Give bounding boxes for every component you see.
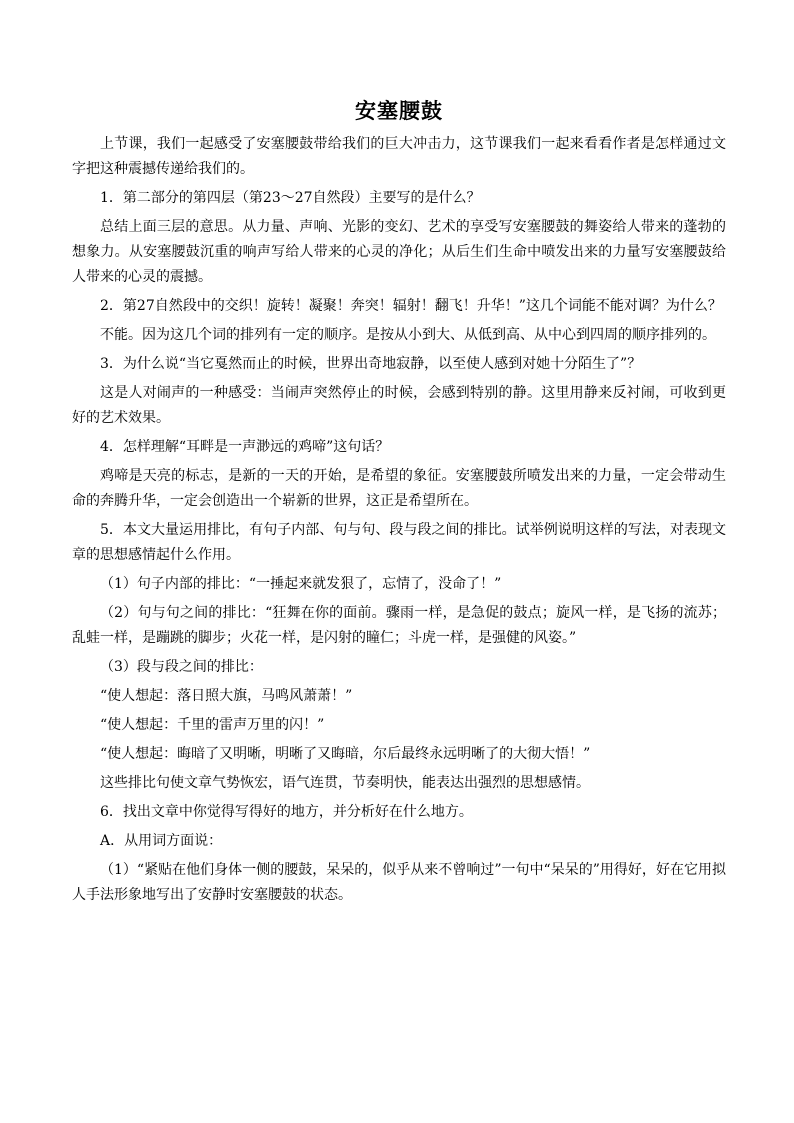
paragraph: 不能。因为这几个词的排列有一定的顺序。是按从小到大、从低到高、从中心到四周的顺序排列的。 [100,327,716,343]
paragraph: A．从用词方面说： [100,833,223,849]
document-title: 安塞腰鼓 [355,98,443,123]
paragraph: “使人想起：晦暗了又明晰，明晰了又晦暗，尔后最终永远明晰了的大彻大悟！” [100,746,591,762]
paragraph: 2．第27自然段中的交织！旋转！凝聚！奔突！辐射！翻飞！升华！”这几个词能不能对调？为什么？ [100,298,722,314]
paragraph: 6．找出文章中你觉得写得好的地方，并分析好在什么地方。 [100,804,473,820]
paragraph: （1）“紧贴在他们身体一侧的腰鼓，呆呆的，似乎从来不曾响过”一句中“呆呆的”用得好，好在它用拟人手法形象地写出了安静时安塞腰鼓的状态。 [72,862,726,903]
document-page [72,98,726,912]
paragraph: 3．为什么说“当它戛然而止的时候，世界出奇地寂静，以至使人感到对她十分陌生了”？ [100,356,642,372]
paragraph: （3）段与段之间的排比： [100,659,263,675]
paragraph: 4．怎样理解“耳畔是一声渺远的鸡啼”这句话？ [100,439,390,455]
paragraph: 上节课，我们一起感受了安塞腰鼓带给我们的巨大冲击力，这节课我们一起来看看作者是怎样通过文字把这种震撼传递给我们的。 [72,136,726,177]
paragraph: 这些排比句使文章气势恢宏，语气连贯，节奏明快，能表达出强烈的思想感情。 [100,775,590,791]
paragraph: 总结上面三层的意思。从力量、声响、光影的变幻、艺术的享受写安塞腰鼓的舞姿给人带来的蓬勃的想象力。从安塞腰鼓沉重的响声写给人带来的心灵的净化；从后生们生命中喷发出来的力量写安塞腰鼓给人带来的心灵的震撼。 [72,219,726,285]
paragraph: 5．本文大量运用排比，有句子内部、句与句、段与段之间的排比。试举例说明这样的写法，对表现文章的思想感情起什么作用。 [72,522,726,563]
paragraph: “使人想起：落日照大旗，马鸣风萧萧！” [100,688,353,704]
paragraph: （2）句与句之间的排比：“狂舞在你的面前。骤雨一样，是急促的鼓点；旋风一样，是飞扬的流苏；乱蛙一样，是蹦跳的脚步；火花一样，是闪射的瞳仁；斗虎一样，是强健的风姿。” [72,605,726,646]
document-body [72,132,726,908]
paragraph: 这是人对闹声的一种感受：当闹声突然停止的时候，会感到特别的静。这里用静来反衬闹，可收到更好的艺术效果。 [72,385,726,426]
paragraph: 1．第二部分的第四层（第23～27自然段）主要写的是什么？ [100,190,481,206]
paragraph: “使人想起：千里的雷声万里的闪！” [100,717,325,733]
paragraph: 鸡啼是天亮的标志，是新的一天的开始，是希望的象征。安塞腰鼓所喷发出来的力量，一定会带动生命的奔腾升华，一定会创造出一个崭新的世界，这正是希望所在。 [72,468,726,509]
paragraph: （1）句子内部的排比：“一捶起来就发狠了，忘情了，没命了！” [100,576,502,592]
